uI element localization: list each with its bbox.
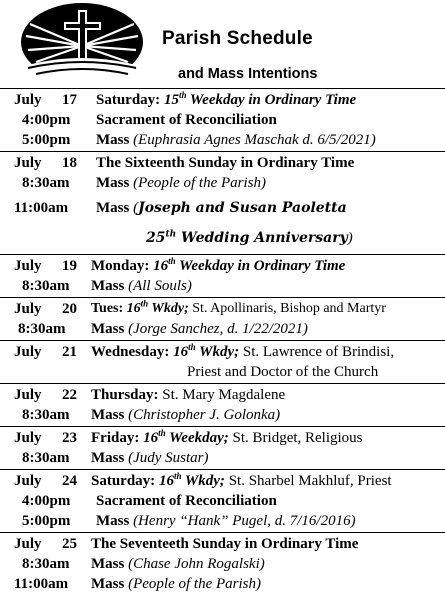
schedule-row xyxy=(0,534,445,554)
schedule-row xyxy=(0,130,445,150)
event-time: 8:30am xyxy=(18,321,66,337)
schedule-row xyxy=(0,153,445,173)
event-time: 8:30am xyxy=(22,407,70,423)
date-month: July xyxy=(14,473,42,489)
event-title: Mass xyxy=(96,513,134,529)
schedule-row xyxy=(0,511,445,531)
date-day: 22 xyxy=(62,387,77,403)
schedule-row xyxy=(0,173,445,193)
saint-name: St. Sharbel Makhluf, Priest xyxy=(224,473,392,489)
schedule-day-july-19 xyxy=(0,254,445,297)
date-day: 21 xyxy=(62,344,77,360)
date-month: July xyxy=(14,536,42,552)
schedule-row xyxy=(0,491,445,511)
schedule-row: July 23 Friday: 16th Weekday; St. Bridget, Religious xyxy=(14,428,363,446)
date-month: July xyxy=(14,301,42,317)
event-title: Mass xyxy=(91,450,129,466)
date-month: July xyxy=(14,430,42,446)
schedule-day-july-25 xyxy=(0,532,445,595)
schedule-day-july-22 xyxy=(0,383,445,426)
date-day: 23 xyxy=(62,430,77,446)
day-name: Friday: xyxy=(91,430,144,446)
page-subtitle: and Mass Intentions xyxy=(178,66,318,82)
date-day: 19 xyxy=(62,258,77,274)
event-time: 4:00pm xyxy=(22,112,71,128)
mass-intention: (All Souls) xyxy=(128,278,192,294)
schedule-row xyxy=(0,448,445,468)
mass-intention: (Christopher J. Golonka) xyxy=(128,407,281,423)
event-time: 8:30am xyxy=(22,278,70,294)
date-month: July xyxy=(14,344,42,360)
event-title: Sacrament of Reconciliation xyxy=(96,112,277,128)
header xyxy=(0,0,445,88)
event-title: Mass xyxy=(96,132,134,148)
mass-intention: (Jorge Sanchez, d. 1/22/2021) xyxy=(128,321,308,337)
date-day: 18 xyxy=(62,155,77,171)
day-name: Wednesday: xyxy=(91,344,174,360)
day-name: Tues: xyxy=(91,301,127,316)
schedule-row: July 19 Monday: 16th Weekday in Ordinary Time xyxy=(14,256,346,274)
church-cross-logo-icon xyxy=(20,2,144,82)
date-month: July xyxy=(14,92,42,108)
schedule-row: July 21 Wednesday: 16th Wkdy; St. Lawrence of Brindisi, xyxy=(14,342,395,360)
event-time: 4:00pm xyxy=(22,493,71,509)
saint-name-continued: Priest and Doctor of the Church xyxy=(187,364,379,380)
schedule-row: July 24 Saturday: 16th Wkdy; St. Sharbel Makhluf, Priest xyxy=(14,471,392,489)
event-title: Mass xyxy=(91,556,129,572)
schedule-row: July 17 Saturday: 15th Weekday in Ordinary Time xyxy=(14,90,357,108)
schedule-day-july-18 xyxy=(0,151,445,254)
schedule-row xyxy=(0,405,445,425)
date-month: July xyxy=(14,258,42,274)
schedule-row xyxy=(0,362,445,382)
event-time: 8:30am xyxy=(22,450,70,466)
saint-name: St. Bridget, Religious xyxy=(228,430,363,446)
event-title: Mass xyxy=(96,200,134,216)
event-time: 8:30am xyxy=(22,556,70,572)
saint-name: St. Apollinaris, Bishop and Martyr xyxy=(188,301,386,316)
saint-name: St. Mary Magdalene xyxy=(162,387,286,403)
schedule-row xyxy=(0,223,445,253)
schedule-row xyxy=(0,276,445,296)
event-time: 11:00am xyxy=(14,200,69,216)
schedule-day-july-17 xyxy=(0,88,445,151)
day-name: Thursday: xyxy=(91,387,163,403)
mass-intention: Joseph and Susan Paoletta xyxy=(138,200,347,216)
event-time: 5:00pm xyxy=(22,132,71,148)
day-name: The Seventeeth Sunday in Ordinary Time xyxy=(91,536,359,552)
day-name: Saturday: xyxy=(96,92,164,108)
date-day: 24 xyxy=(62,473,77,489)
schedule-day-july-20 xyxy=(0,297,445,340)
date-day: 17 xyxy=(62,92,77,108)
mass-intention: (People of the Parish) xyxy=(128,576,261,592)
day-name: The Sixteenth Sunday in Ordinary Time xyxy=(96,155,355,171)
day-name: Saturday: xyxy=(91,473,159,489)
schedule-day-july-24 xyxy=(0,469,445,532)
schedule-day-july-21 xyxy=(0,340,445,383)
schedule-day-july-23 xyxy=(0,426,445,469)
schedule-row xyxy=(0,554,445,574)
date-day: 25 xyxy=(62,536,77,552)
event-title: Mass xyxy=(91,278,129,294)
date-month: July xyxy=(14,387,42,403)
schedule-list xyxy=(0,88,445,595)
schedule-row xyxy=(0,319,445,339)
day-name: Monday: xyxy=(91,258,154,274)
event-time: 5:00pm xyxy=(22,513,71,529)
mass-intention: (Judy Sustar) xyxy=(128,450,209,466)
page-title: Parish Schedule xyxy=(162,28,313,49)
event-time: 8:30am xyxy=(22,175,70,191)
date-day: 20 xyxy=(62,301,77,317)
mass-intention: (Euphrasia Agnes Maschak d. 6/5/2021) xyxy=(133,132,376,148)
mass-intention-continued: 25th Wedding Anniversary) xyxy=(146,229,353,246)
mass-intention: (Henry “Hank” Pugel, d. 7/16/2016) xyxy=(133,513,356,529)
event-title: Mass xyxy=(91,321,129,337)
schedule-row xyxy=(0,385,445,405)
saint-name: St. Lawrence of Brindisi, xyxy=(239,344,395,360)
event-time: 11:00am xyxy=(14,576,69,592)
mass-intention: (People of the Parish) xyxy=(133,175,266,191)
event-title: Sacrament of Reconciliation xyxy=(96,493,277,509)
date-month: July xyxy=(14,155,42,171)
schedule-row: 11:00am Mass (Joseph and Susan Paoletta xyxy=(0,193,445,223)
schedule-row: July 20 Tues: 16th Wkdy; St. Apollinaris, Bishop and Martyr xyxy=(14,298,386,317)
mass-intention: (Chase John Rogalski) xyxy=(128,556,265,572)
event-title: Mass xyxy=(91,407,129,423)
schedule-row xyxy=(0,574,445,594)
event-title: Mass xyxy=(96,175,134,191)
event-title: Mass xyxy=(91,576,129,592)
schedule-row xyxy=(0,110,445,130)
